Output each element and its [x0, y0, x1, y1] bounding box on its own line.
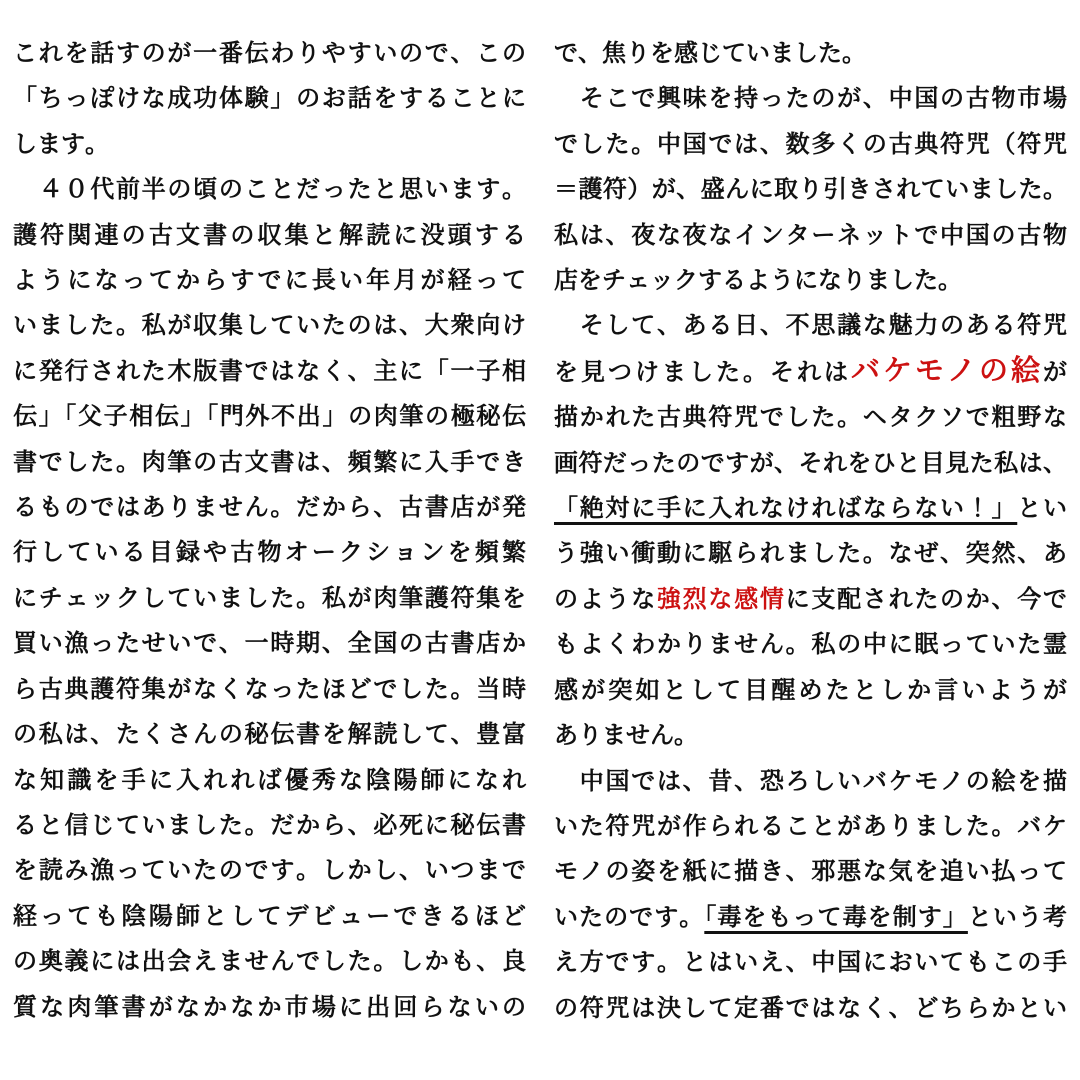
- text-run: 経っても陰陽師としてデビューできるほど: [13, 902, 526, 930]
- text-run: 行している目録や古物オークションを頻繁: [13, 539, 526, 567]
- text-line: [554, 849, 1067, 894]
- text-line: [13, 485, 526, 530]
- text-run: ると信じていました。だから、必死に秘伝書: [13, 811, 526, 839]
- text-line: [13, 667, 526, 712]
- text-line: [13, 213, 526, 258]
- text-run: 伝」「父子相伝」「門外不出」の肉筆の極秘伝: [13, 403, 526, 431]
- text-run: します。: [13, 130, 109, 158]
- text-run: るものではありません。だから、古書店が発: [13, 494, 526, 522]
- text-line: [554, 577, 1067, 622]
- text-line: [13, 712, 526, 757]
- text-run: いたのです。: [554, 903, 705, 931]
- text-line: [554, 895, 1067, 940]
- text-line: [13, 349, 526, 394]
- text-line: [13, 848, 526, 893]
- text-line: [13, 440, 526, 485]
- text-run: 私は、夜な夜なインターネットで中国の古物: [554, 221, 1067, 249]
- text-run: そこで興味を持ったのが、中国の古物市場: [554, 85, 1067, 113]
- text-run: 描かれた古典符咒でした。ヘタクソで粗野な: [554, 404, 1067, 432]
- text-line: [13, 939, 526, 984]
- text-run: という考: [967, 903, 1068, 931]
- text-line: [554, 759, 1067, 804]
- text-line: [554, 258, 1067, 303]
- text-line: [13, 258, 526, 303]
- text-run: のような: [554, 585, 657, 613]
- text-run: もよくわかりません。私の中に眠っていた霊: [554, 631, 1067, 659]
- text-line: [554, 395, 1067, 440]
- text-run: に発行された木版書ではなく、主に「一子相: [13, 357, 526, 385]
- text-line: [13, 621, 526, 666]
- text-column-right: [554, 31, 1067, 1080]
- text-run: ようになってからすでに長い年月が経って: [13, 267, 526, 295]
- text-run: とい: [1017, 495, 1068, 523]
- text-run: 「ちっぽけな成功体験」のお話をすることに: [13, 85, 526, 113]
- text-line: [554, 31, 1067, 76]
- text-run: の奥義には出会えませんでした。しかも、良: [13, 948, 526, 976]
- text-run: を読み漁っていたのです。しかし、いつまで: [13, 857, 526, 885]
- text-line: [554, 713, 1067, 758]
- text-run: 質な肉筆書がなかなか市場に出回らないの: [13, 993, 526, 1021]
- text-run: が: [1043, 358, 1067, 386]
- text-run: 中国では、昔、恐ろしいバケモノの絵を描: [554, 767, 1067, 795]
- text-line: [13, 894, 526, 939]
- text-line: [554, 76, 1067, 121]
- text-line: [554, 804, 1067, 849]
- text-line: [554, 441, 1067, 486]
- text-line: [13, 803, 526, 848]
- text-run: え方です。とはいえ、中国においてもこの手: [554, 949, 1067, 977]
- text-line: [13, 76, 526, 121]
- text-line: [13, 167, 526, 212]
- text-line: [13, 758, 526, 803]
- text-line: [13, 576, 526, 621]
- text-column-left: [13, 31, 526, 1080]
- text-run: ＝護符）が、盛んに取り引きされていました。: [554, 176, 1067, 204]
- text-run: に支配されたのか、今で: [785, 585, 1068, 613]
- text-run: ４０代前半の頃のことだったと思います。: [13, 176, 526, 204]
- text-run: 店をチェックするようになりました。: [554, 267, 962, 295]
- text-line: [554, 622, 1067, 667]
- text-run: でした。中国では、数多くの古典符咒（符咒: [554, 130, 1067, 158]
- text-run: 護符関連の古文書の収集と解読に没頭する: [13, 221, 526, 249]
- text-line: [554, 986, 1067, 1031]
- text-line: [554, 167, 1067, 212]
- text-run: の私は、たくさんの秘伝書を解読して、豊富: [13, 721, 526, 749]
- red-large-text: バケモノの絵: [851, 354, 1043, 387]
- text-run: で、焦りを感じていました。: [554, 40, 866, 67]
- text-run: モノの姿を紙に描き、邪悪な気を追い払って: [554, 858, 1067, 886]
- text-line: [13, 122, 526, 167]
- text-line: [554, 349, 1067, 395]
- bold-underline-text: 「絶対に手に入れなければならない！」: [554, 495, 1018, 523]
- text-line: [554, 486, 1067, 531]
- text-run: の符咒は決して定番ではなく、どちらかとい: [554, 994, 1067, 1022]
- text-line: [554, 940, 1067, 985]
- text-line: [13, 31, 526, 76]
- text-run: な知識を手に入れれば優秀な陰陽師になれ: [13, 766, 526, 794]
- text-run: そして、ある日、不思議な魅力のある符咒: [554, 312, 1067, 340]
- text-line: [13, 530, 526, 575]
- bold-underline-text: 「毒をもって毒を制す」: [704, 903, 968, 931]
- text-run: 買い漁ったせいで、一時期、全国の古書店か: [13, 630, 526, 658]
- text-line: [554, 213, 1067, 258]
- text-run: 感が突如として目醒めたとしか言いようが: [554, 676, 1067, 704]
- text-run: 書でした。肉筆の古文書は、頻繁に入手でき: [13, 448, 526, 476]
- text-line: [554, 122, 1067, 167]
- text-line: [554, 531, 1067, 576]
- text-run: ありません。: [554, 722, 698, 750]
- red-bold-text: 強烈な感情: [656, 585, 786, 613]
- text-line: [13, 303, 526, 348]
- text-line: [13, 394, 526, 439]
- text-line: [13, 985, 526, 1030]
- text-line: [554, 668, 1067, 713]
- text-run: いた符咒が作られることがありました。バケ: [554, 812, 1067, 840]
- text-run: いました。私が収集していたのは、大衆向け: [13, 312, 526, 340]
- text-run: を見つけました。それは: [554, 358, 851, 386]
- text-run: これを話すのが一番伝わりやすいので、この: [13, 40, 526, 67]
- text-run: 画符だったのですが、それをひと目見た私は、: [554, 449, 1067, 477]
- text-run: う強い衝動に駆られました。なぜ、突然、あ: [554, 540, 1067, 568]
- text-run: にチェックしていました。私が肉筆護符集を: [13, 584, 526, 612]
- text-line: [554, 303, 1067, 348]
- text-run: ら古典護符集がなくなったほどでした。当時: [13, 675, 526, 703]
